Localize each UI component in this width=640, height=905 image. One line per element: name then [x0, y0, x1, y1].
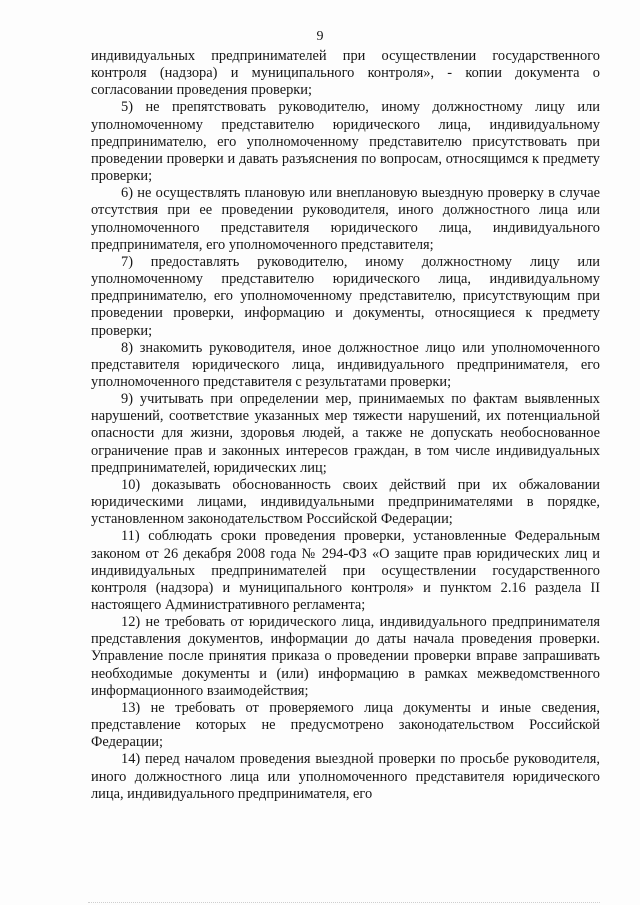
paragraph-item-13: 13) не требовать от проверяемого лица документы и иные сведения, представление которых не предусмотрено законодательством Российской Федерации;	[91, 699, 600, 751]
page-number: 9	[316, 29, 324, 44]
paragraph-item-5: 5) не препятствовать руководителю, иному должностному лицу или уполномоченному представителю юридического лица, индивидуальному предпринимателю, его уполномоченному представителю присутствовать при проведении проверки и давать разъяснения по вопросам, относящимся к предмету проверки;	[91, 99, 600, 185]
paragraph-item-11: 11) соблюдать сроки проведения проверки, установленные Федеральным законом от 26 декабря 2008 года № 294-ФЗ «О защите прав юридических лиц и индивидуальных предпринимателей при осуществлении государственного контроля (надзора) и муниципального контроля» и пунктом 2.16 раздела II настоящего Административного регламента;	[91, 528, 600, 613]
paragraph-item-6: 6) не осуществлять плановую или внеплановую выездную проверку в случае отсутствия при ее проведении руководителя, иного должностного лица или уполномоченного представителя юридического лица, индивидуального предпринимателя, его уполномоченного представителя;	[91, 185, 600, 253]
paragraph-item-14: 14) перед началом проведения выездной проверки по просьбе руководителя, иного должностного лица или уполномоченного представителя юридического лица, индивидуального предпринимателя, его	[91, 751, 600, 802]
scan-edge-artifact	[88, 901, 600, 903]
paragraph-item-10: 10) доказывать обоснованность своих действий при их обжаловании юридическими лицами, индивидуальными предпринимателями в порядке, установленном законодательством Российской Федерации;	[91, 476, 600, 528]
paragraph-item-12: 12) не требовать от юридического лица, индивидуального предпринимателя представления документов, информации до даты начала проведения проверки. Управление после принятия приказа о проведении проверки вправе запрашивать необходимые документы и (или) информацию в рамках межведомственного информационного взаимодействия;	[91, 614, 600, 699]
paragraph-item-9: 9) учитывать при определении мер, принимаемых по фактам выявленных нарушений, соответствие указанных мер тяжести нарушений, их потенциальной опасности для жизни, здоровья людей, а также не допускать необоснованное ограничение прав и законных интересов граждан, в том числе индивидуальных предпринимателей, юридических лиц;	[91, 391, 600, 476]
paragraph-item-7: 7) предоставлять руководителю, иному должностному лицу или уполномоченному представителю юридического лица, индивидуальному предпринимателю, его уполномоченному представителю, присутствующим при проведении проверки, информацию и документы, относящиеся к предмету проверки;	[91, 253, 600, 339]
paragraph-continuation: индивидуальных предпринимателей при осуществлении государственного контроля (надзора) и муниципального контроля», - копии документа о согласовании проведения проверки;	[91, 48, 600, 99]
paragraph-item-8: 8) знакомить руководителя, иное должностное лицо или уполномоченного представителя юридического лица, индивидуального предпринимателя, его уполномоченного представителя с результатами проверки;	[91, 339, 600, 390]
document-body	[91, 48, 600, 803]
